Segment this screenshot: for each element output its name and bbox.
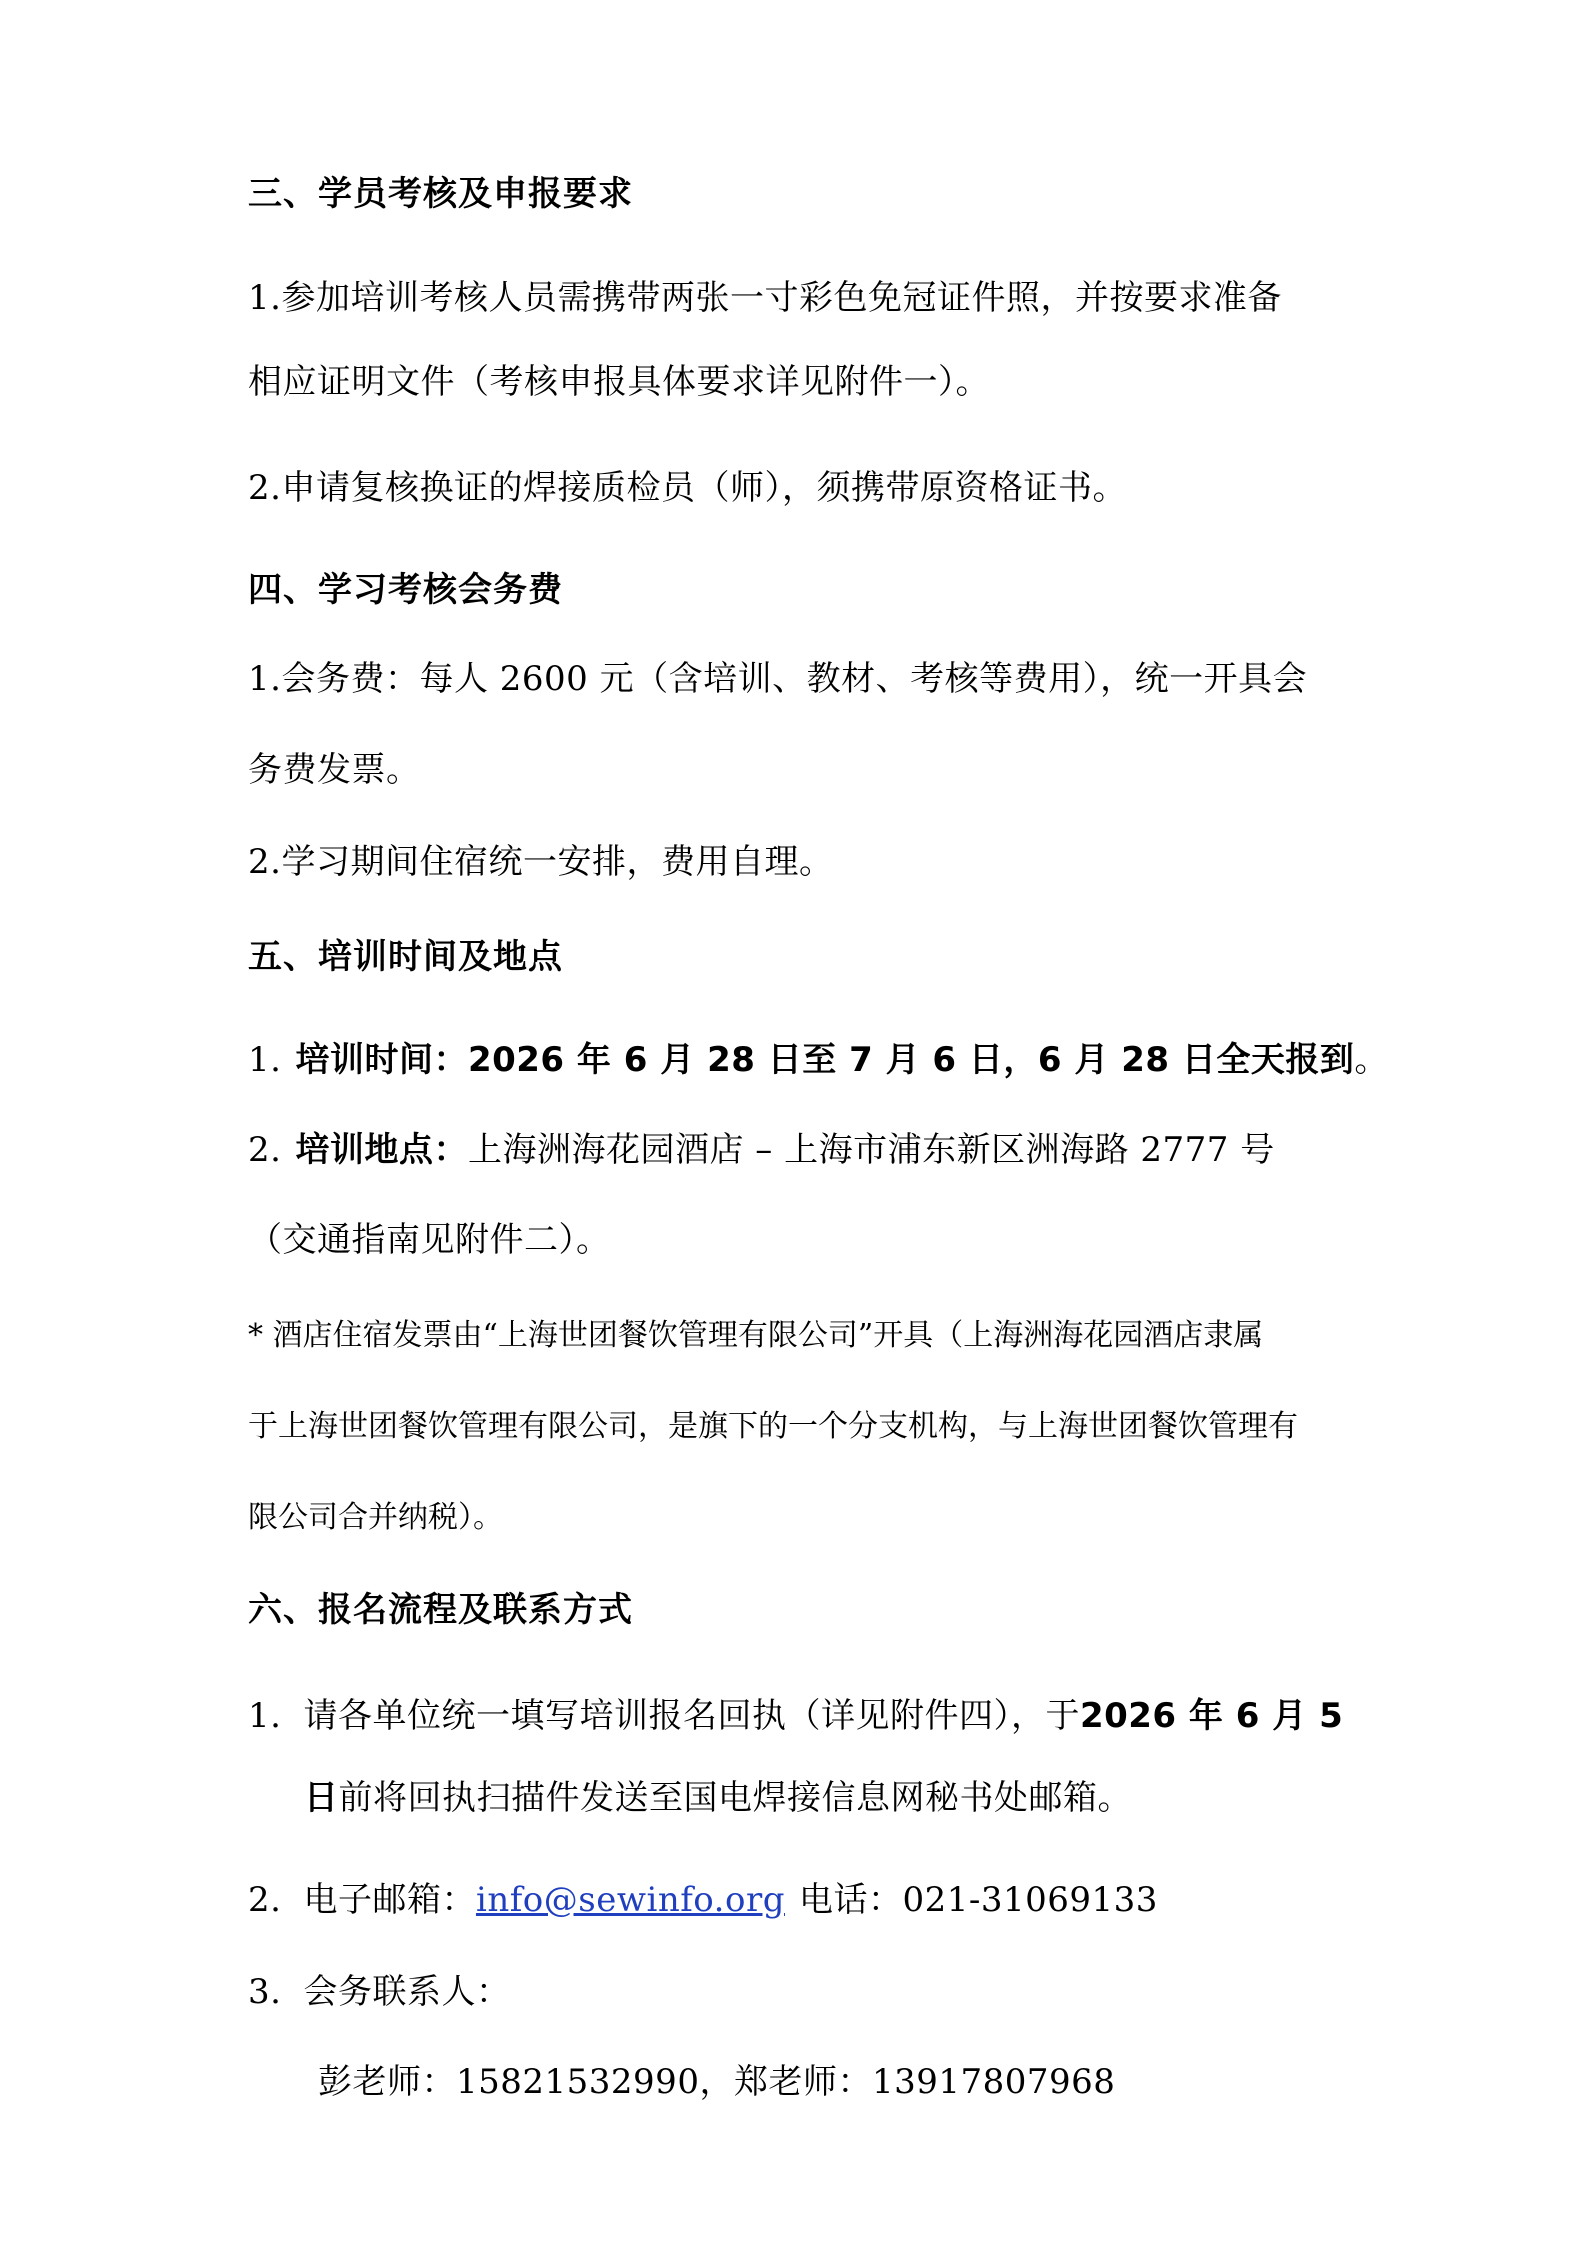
section-6-item-1-number: 1. [248, 1696, 282, 1736]
section-3-item-2: 2.申请复核换证的焊接质检员（师），须携带原资格证书。 [248, 468, 1127, 508]
section-4-item-1-line-2: 务费发票。 [248, 750, 421, 790]
section-5-item-1-end: 。 [1354, 1040, 1389, 1080]
section-5-item-1-number: 1. [248, 1040, 282, 1080]
registration-instruction: 请各单位统一填写培训报名回执（详见附件四），于 [303, 1696, 1080, 1736]
training-time: 培训时间：2026 年 6 月 28 日至 7 月 6 日，6 月 28 日全天报到 [295, 1040, 1355, 1080]
section-4-heading: 四、学习考核会务费 [248, 570, 563, 610]
email-link[interactable]: info@sewinfo.org [475, 1880, 785, 1920]
section-4-item-2: 2.学习期间住宿统一安排，费用自理。 [248, 842, 834, 882]
registration-deadline: 2026 年 6 月 5 [1079, 1696, 1344, 1736]
section-6-heading: 六、报名流程及联系方式 [248, 1590, 633, 1630]
hotel-note-line-1: * 酒店住宿发票由“上海世团餐饮管理有限公司”开具（上海洲海花园酒店隶属 [248, 1318, 1264, 1353]
section-6-item-1-line-2 [304, 1776, 1132, 1820]
hotel-note-line-3: 限公司合并纳税）。 [248, 1500, 503, 1535]
contact-persons: 彭老师：15821532990，郑老师：13917807968 [318, 2062, 1116, 2102]
section-4-item-1-line-1: 1.会务费：每人 2600 元（含培训、教材、考核等费用），统一开具会 [248, 659, 1308, 699]
section-5-item-2-number: 2. [248, 1130, 282, 1170]
section-6-item-2 [248, 1878, 1158, 1922]
section-5-item-2-line-2: （交通指南见附件二）。 [248, 1220, 611, 1260]
training-location-label: 培训地点： [295, 1130, 468, 1170]
hotel-note-line-2: 于上海世团餐饮管理有限公司，是旗下的一个分支机构，与上海世团餐饮管理有 [248, 1409, 1298, 1444]
section-5-item-2 [248, 1128, 1275, 1172]
section-3-heading: 三、学员考核及申报要求 [248, 174, 633, 214]
section-5-item-1 [248, 1038, 1389, 1082]
section-3-item-1-line-2: 相应证明文件（考核申报具体要求详见附件一）。 [248, 362, 990, 402]
section-5-heading: 五、培训时间及地点 [248, 937, 563, 977]
section-6-item-1-line-1 [248, 1694, 1343, 1738]
registration-instruction-end: 前将回执扫描件发送至国电焊接信息网秘书处邮箱。 [338, 1778, 1132, 1818]
section-6-item-2-number: 2. [248, 1880, 282, 1920]
registration-deadline-day: 日 [304, 1778, 339, 1818]
section-3-item-1-line-1: 1.参加培训考核人员需携带两张一寸彩色免冠证件照，并按要求准备 [248, 278, 1282, 318]
email-label: 电子邮箱： [303, 1880, 476, 1920]
contact-label: 会务联系人： [303, 1972, 511, 2012]
phone-label: 电话： [798, 1880, 903, 1920]
section-6-item-3-number: 3. [248, 1972, 282, 2012]
training-location: 上海洲海花园酒店 – 上海市浦东新区洲海路 2777 号 [467, 1130, 1275, 1170]
phone-number: 021-31069133 [902, 1880, 1158, 1920]
section-6-item-3 [248, 1970, 510, 2014]
